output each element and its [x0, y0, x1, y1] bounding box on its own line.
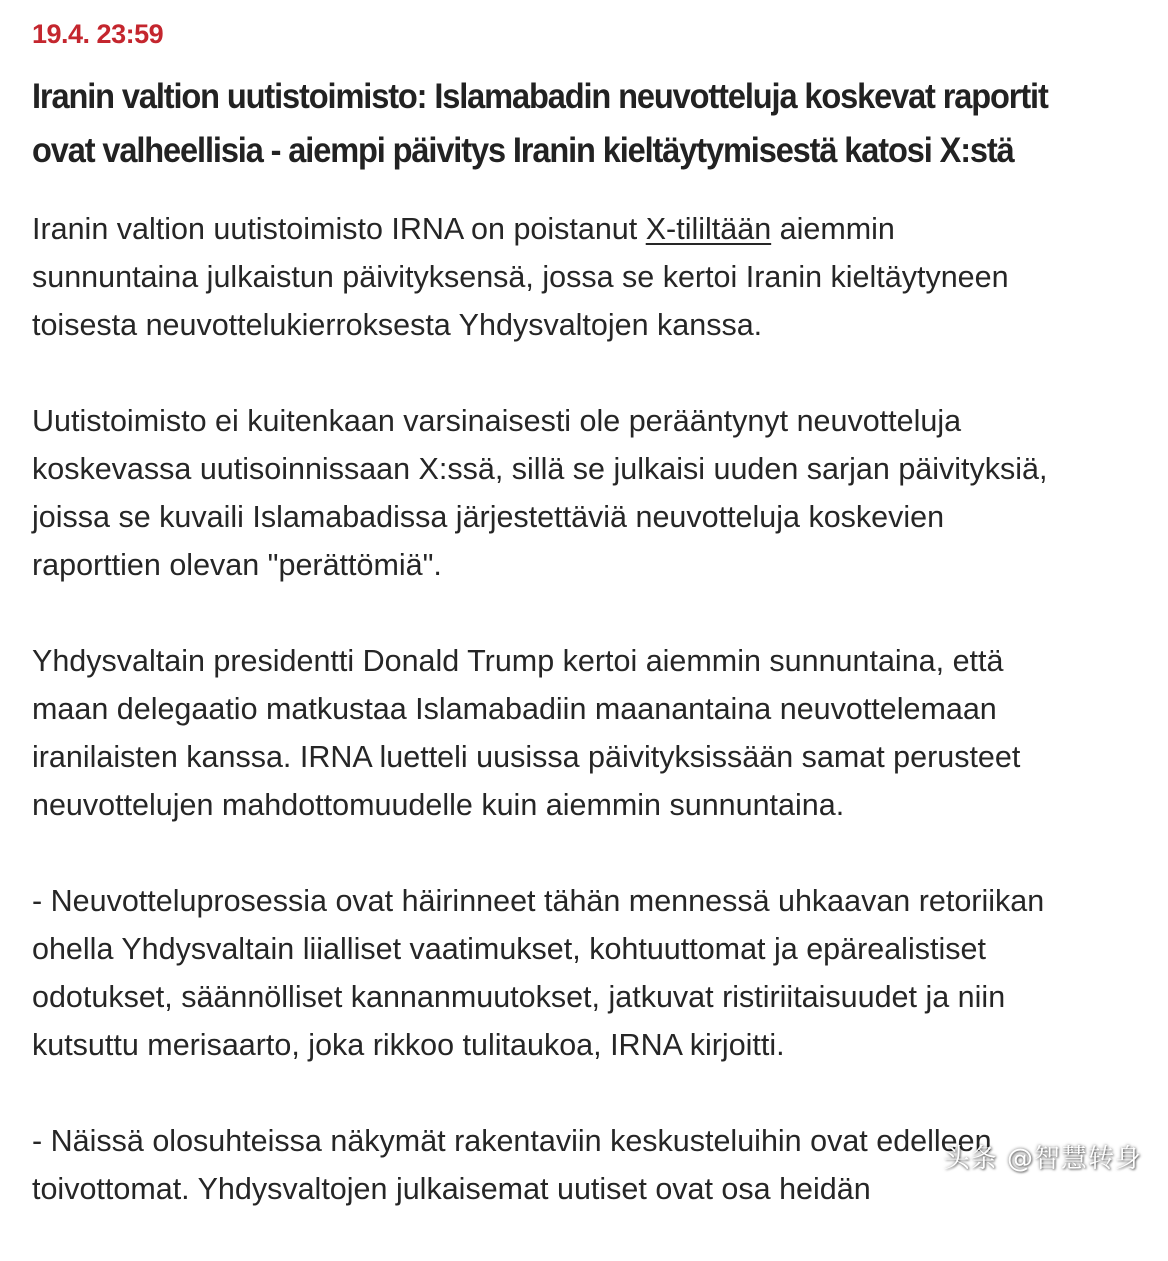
headline-line: ovat valheellisia - aiempi päivitys Iranin kieltäytymisestä katosi X:stä [32, 131, 1014, 170]
source-watermark: 头条 @智慧转身 [943, 1144, 1142, 1174]
paragraph-line: joissa se kuvaili Islamabadissa järjestettäviä neuvotteluja koskevien [32, 500, 945, 534]
paragraph-line: toivottomat. Yhdysvaltojen julkaisemat uutiset ovat osa heidän [32, 1172, 871, 1206]
paragraph-line: sunnuntaina julkaistun päivityksensä, jossa se kertoi Iranin kieltäytyneen [32, 260, 1009, 294]
paragraph-line: koskevassa uutisoinnissaan X:ssä, sillä se julkaisi uuden sarjan päivityksiä, [32, 452, 1048, 486]
article-headline [32, 70, 1081, 178]
paragraph-4 [32, 877, 1162, 1069]
text-segment: aiemmin [771, 212, 895, 246]
text-segment: Iranin valtion uutistoimisto IRNA on poistanut [32, 212, 646, 246]
paragraph-line: odotukset, säännölliset kannanmuutokset, jatkuvat ristiriitaisuudet ja niin [32, 980, 1006, 1014]
paragraph-3 [32, 637, 1162, 829]
x-account-link[interactable]: X-tililtään [645, 212, 772, 246]
paragraph-line: - Näissä olosuhteissa näkymät rakentaviin keskusteluihin ovat edelleen [32, 1124, 992, 1158]
article-timestamp: 19.4. 23:59 [32, 19, 164, 49]
paragraph-line: maan delegaatio matkustaa Islamabadiin maanantaina neuvottelemaan [32, 692, 997, 726]
paragraph-line: neuvottelujen mahdottomuudelle kuin aiemmin sunnuntaina. [32, 788, 845, 822]
paragraph-line: iranilaisten kanssa. IRNA luetteli uusissa päivityksissään samat perusteet [32, 740, 1021, 774]
paragraph-line: ohella Yhdysvaltain liialliset vaatimukset, kohtuuttomat ja epärealistiset [32, 932, 986, 966]
paragraph-line: kutsuttu merisaarto, joka rikkoo tulitaukoa, IRNA kirjoitti. [32, 1028, 785, 1062]
paragraph-line: raporttien olevan "perättömiä". [32, 548, 442, 582]
paragraph-line: toisesta neuvottelukierroksesta Yhdysvaltojen kanssa. [32, 308, 763, 342]
headline-line: Iranin valtion uutistoimisto: Islamabadin neuvotteluja koskevat raportit [32, 77, 1048, 116]
paragraph-1 [32, 205, 1162, 349]
paragraph-line [32, 205, 1162, 253]
paragraph-line: - Neuvotteluprosessia ovat häirinneet tähän mennessä uhkaavan retoriikan [32, 884, 1045, 918]
paragraph-line: Uutistoimisto ei kuitenkaan varsinaisesti ole perääntynyt neuvotteluja [32, 404, 962, 438]
paragraph-line: Yhdysvaltain presidentti Donald Trump kertoi aiemmin sunnuntaina, että [32, 644, 1004, 678]
article-body [32, 205, 1162, 1261]
paragraph-2 [32, 397, 1162, 589]
